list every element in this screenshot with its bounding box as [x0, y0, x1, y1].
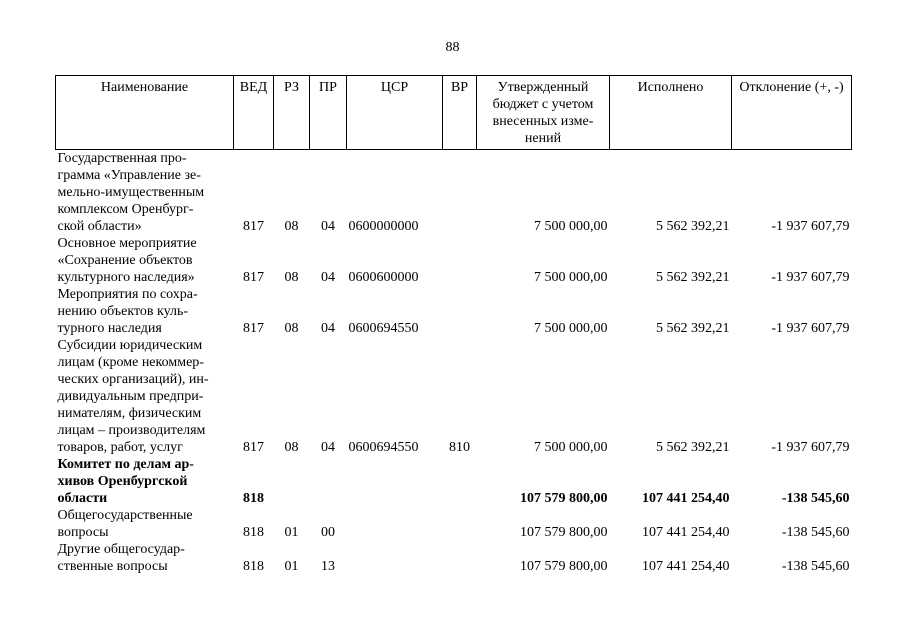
row-csr: 0600694550	[348, 440, 419, 455]
row-rz: 01	[284, 525, 299, 540]
row-rz: 08	[284, 219, 299, 234]
row-name-line: лицам – производителям	[57, 423, 206, 438]
table-body	[56, 150, 852, 576]
row-name-line: Комитет по делам ар-	[57, 457, 194, 472]
row-executed: 5 562 392,21	[656, 440, 730, 455]
row-rz: 08	[284, 321, 299, 336]
row-name	[56, 235, 234, 286]
row-approved-budget: 7 500 000,00	[534, 321, 608, 336]
budget-table	[55, 75, 852, 575]
row-name-line: грамма «Управление зе-	[57, 168, 201, 183]
row-pr: 04	[321, 270, 335, 285]
row-ved: 817	[243, 219, 264, 234]
row-csr	[347, 507, 443, 541]
header-deviation: Отклонение (+, -)	[732, 76, 852, 150]
header-name: Наименование	[56, 76, 234, 150]
row-pr: 04	[321, 440, 335, 455]
row-executed: 107 441 254,40	[642, 491, 730, 506]
row-name-line: культурного наследия»	[57, 270, 195, 285]
row-approved-budget: 107 579 800,00	[520, 491, 608, 506]
row-name-line: Основное мероприятие	[57, 236, 197, 251]
row-ved: 817	[243, 321, 264, 336]
row-executed: 5 562 392,21	[656, 321, 730, 336]
row-name	[56, 337, 234, 456]
row-pr	[310, 456, 347, 507]
row-deviation: -1 937 607,79	[771, 321, 850, 336]
row-csr	[347, 541, 443, 575]
row-deviation: -1 937 607,79	[771, 219, 850, 234]
header-rz: РЗ	[274, 76, 310, 150]
row-name-line: вопросы	[57, 525, 109, 540]
page-number: 88	[445, 40, 460, 55]
row-vr: 810	[449, 440, 470, 455]
row-deviation: -1 937 607,79	[771, 440, 850, 455]
row-name-line: «Сохранение объектов	[57, 253, 193, 268]
row-vr	[443, 507, 477, 541]
header-pr: ПР	[310, 76, 347, 150]
row-ved: 818	[243, 491, 264, 506]
row-ved: 818	[243, 525, 264, 540]
table-row	[56, 507, 852, 541]
row-name-line: Государственная про-	[57, 151, 187, 166]
row-name-line: области	[57, 491, 108, 506]
row-csr: 0600694550	[348, 321, 419, 336]
row-name-line: Субсидии юридическим	[57, 338, 203, 353]
table-row	[56, 337, 852, 456]
table-row	[56, 286, 852, 337]
row-rz	[274, 456, 310, 507]
table-row	[56, 456, 852, 507]
row-ved: 818	[243, 559, 264, 574]
row-deviation: -138 545,60	[781, 491, 850, 506]
header-vr: ВР	[443, 76, 477, 150]
row-name	[56, 541, 234, 575]
row-name-line: нению объектов куль-	[57, 304, 189, 319]
row-name-line: турного наследия	[57, 321, 162, 336]
row-name-line: хивов Оренбургской	[57, 474, 188, 489]
row-executed: 5 562 392,21	[656, 270, 730, 285]
row-executed: 5 562 392,21	[656, 219, 730, 234]
row-approved-budget: 7 500 000,00	[534, 440, 608, 455]
row-approved-budget: 7 500 000,00	[534, 219, 608, 234]
header-executed: Исполнено	[610, 76, 732, 150]
row-name	[56, 150, 234, 236]
row-csr	[347, 456, 443, 507]
table-row	[56, 150, 852, 236]
row-name-line: товаров, работ, услуг	[57, 440, 183, 455]
row-name-line: мельно-имущественным	[57, 185, 205, 200]
row-vr	[443, 235, 477, 286]
row-approved-budget: 107 579 800,00	[520, 559, 608, 574]
row-name-line: Мероприятия по сохра-	[57, 287, 198, 302]
row-rz: 08	[284, 440, 299, 455]
row-name	[56, 507, 234, 541]
row-ved: 817	[243, 270, 264, 285]
row-deviation: -138 545,60	[781, 559, 850, 574]
row-deviation: -1 937 607,79	[771, 270, 850, 285]
row-name-line: ской области»	[57, 219, 142, 234]
row-approved-budget: 7 500 000,00	[534, 270, 608, 285]
row-csr: 0600000000	[348, 219, 419, 234]
header-ved: ВЕД	[234, 76, 274, 150]
row-name	[56, 286, 234, 337]
row-name-line: ственные вопросы	[57, 559, 168, 574]
row-csr: 0600600000	[348, 270, 419, 285]
row-vr	[443, 456, 477, 507]
row-rz: 01	[284, 559, 299, 574]
header-approved-budget: Утвержденный бюджет с учетом внесенных изме-нений	[477, 76, 610, 150]
row-pr: 04	[321, 219, 335, 234]
table-header	[56, 76, 852, 150]
row-name-line: дивидуальным предпри-	[57, 389, 204, 404]
table-row	[56, 235, 852, 286]
row-vr	[443, 150, 477, 236]
row-name-line: лицам (кроме некоммер-	[57, 355, 204, 370]
row-rz: 08	[284, 270, 299, 285]
row-name-line: нимателям, физическим	[57, 406, 202, 421]
row-name	[56, 456, 234, 507]
row-pr: 04	[321, 321, 335, 336]
row-name-line: комплексом Оренбург-	[57, 202, 194, 217]
row-vr	[443, 286, 477, 337]
header-csr: ЦСР	[347, 76, 443, 150]
row-name-line: Другие общегосудар-	[57, 542, 185, 557]
row-executed: 107 441 254,40	[642, 559, 730, 574]
row-pr: 00	[321, 525, 335, 540]
row-vr	[443, 541, 477, 575]
row-pr: 13	[321, 559, 335, 574]
row-ved: 817	[243, 440, 264, 455]
row-deviation: -138 545,60	[781, 525, 850, 540]
table-row	[56, 541, 852, 575]
row-name-line: Общегосударственные	[57, 508, 193, 523]
row-executed: 107 441 254,40	[642, 525, 730, 540]
row-approved-budget: 107 579 800,00	[520, 525, 608, 540]
row-name-line: ческих организаций), ин-	[57, 372, 209, 387]
